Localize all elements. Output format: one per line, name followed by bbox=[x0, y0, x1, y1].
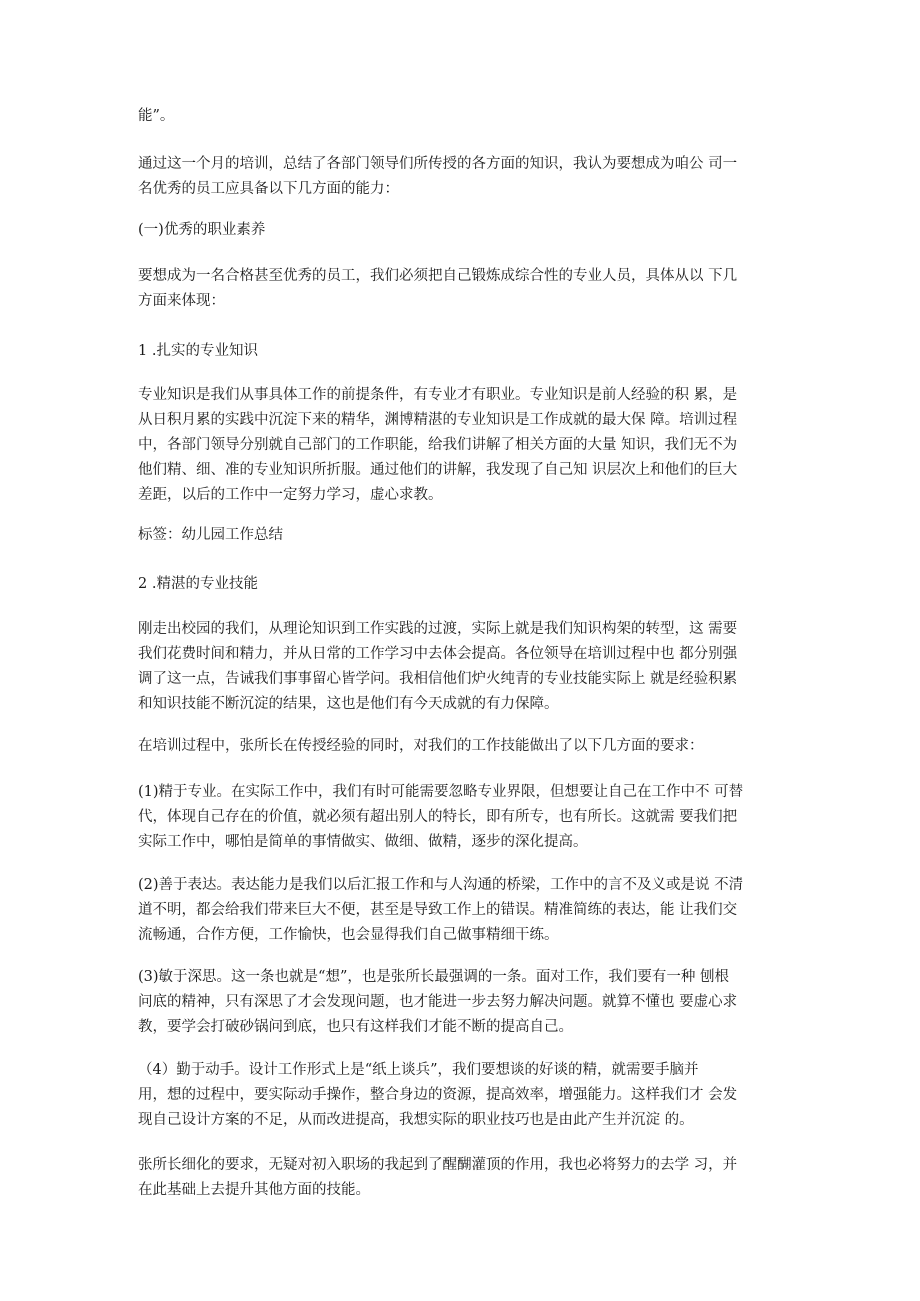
section-heading bbox=[138, 218, 783, 243]
text-line: 教，要学会打破砂锅问到底，也只有这样我们才能不断的提高自己。 bbox=[138, 1019, 573, 1035]
paragraph-continuation bbox=[138, 104, 783, 129]
text-line: 和知识技能不断沉淀的结果，这也是他们有今天成就的有力保障。 bbox=[138, 696, 559, 712]
paragraph-item-1 bbox=[138, 780, 783, 855]
text-line: （4）勤于动手。设计工作形式上是“纸上谈兵”，我们要想谈的好谈的精，就需要手脑并 bbox=[138, 1062, 699, 1078]
paragraph-item-3 bbox=[138, 965, 783, 1040]
paragraph-knowledge bbox=[138, 383, 783, 508]
subsection-heading-2 bbox=[138, 572, 783, 597]
text-line: 要想成为一名合格甚至优秀的员工，我们必须把自己锻炼成综合性的专业人员，具体从以 下几 bbox=[138, 268, 738, 284]
text-line: 道不明，都会给我们带来巨大不便，甚至是导致工作上的错误。精准简练的表达，能 让我们交 bbox=[138, 902, 738, 918]
text-line: 名优秀的员工应具备以下几方面的能力： bbox=[138, 181, 399, 197]
text-line: 我们花费时间和精力，并从日常的工作学习中去体会提高。各位领导在培训过程中也 都分别强 bbox=[138, 646, 738, 662]
text-line: 流畅通，合作方便，工作愉快，也会显得我们自己做事精细干练。 bbox=[138, 927, 559, 943]
text-line: 代，体现自己存在的价值，就必须有超出别人的特长，即有所专，也有所长。这就需 要我们把 bbox=[138, 809, 738, 825]
text-line: 用，想的过程中，要实际动手操作，整合身边的资源，提高效率，增强能力。这样我们才 会发 bbox=[138, 1087, 738, 1103]
text-line: 标签：幼儿园工作总结 bbox=[138, 527, 283, 543]
paragraph-conclusion bbox=[138, 1153, 783, 1203]
heading-line: 1 .扎实的专业知识 bbox=[138, 343, 258, 359]
text-line: 从日积月累的实践中沉淀下来的精华，渊博精湛的专业知识是工作成就的最大保 障。培训过程 bbox=[138, 412, 738, 428]
heading-line: (一)优秀的职业素养 bbox=[138, 222, 266, 238]
text-line: (3)敏于深思。这一条也就是“想”，也是张所长最强调的一条。面对工作，我们要有一种 刨根 bbox=[138, 969, 729, 985]
paragraph-skills bbox=[138, 617, 783, 717]
paragraph-intro bbox=[138, 152, 783, 202]
text-line: 刚走出校园的我们，从理论知识到工作实践的过渡，实际上就是我们知识构架的转型，这 需要 bbox=[138, 621, 738, 637]
text-line: 通过这一个月的培训，总结了各部门领导们所传授的各方面的知识，我认为要想成为咱公 司一 bbox=[138, 156, 738, 172]
text-line: (1)精于专业。在实际工作中，我们有时可能需要忽略专业界限，但想要让自己在工作中不 可替 bbox=[138, 784, 744, 800]
text-line: 中，各部门领导分别就自己部门的工作职能，给我们讲解了相关方面的大量 知识，我们无不为 bbox=[138, 437, 738, 453]
paragraph-item-2 bbox=[138, 873, 783, 948]
text-line: 在培训过程中，张所长在传授经验的同时，对我们的工作技能做出了以下几方面的要求： bbox=[138, 738, 704, 754]
text-line: 实际工作中，哪怕是简单的事情做实、做细、做精，逐步的深化提高。 bbox=[138, 834, 588, 850]
text-line: 差距，以后的工作中一定努力学习，虚心求教。 bbox=[138, 487, 443, 503]
subsection-heading-1 bbox=[138, 339, 783, 364]
text-line: 能”。 bbox=[138, 108, 175, 124]
heading-line: 2 .精湛的专业技能 bbox=[138, 576, 258, 592]
text-line: 专业知识是我们从事具体工作的前提条件，有专业才有职业。专业知识是前人经验的积 累，是 bbox=[138, 387, 738, 403]
text-line: (2)善于表达。表达能力是我们以后汇报工作和与人沟通的桥梁，工作中的言不及义或是说 不清 bbox=[138, 877, 744, 893]
text-line: 问底的精神，只有深思了才会发现问题，也才能进一步去努力解决问题。就算不懂也 要虚心求 bbox=[138, 994, 738, 1010]
text-line: 方面来体现： bbox=[138, 293, 225, 309]
paragraph-requirements bbox=[138, 734, 783, 759]
text-line: 调了这一点，告诫我们事事留心皆学问。我相信他们炉火纯青的专业技能实际上 就是经验积累 bbox=[138, 671, 738, 687]
paragraph-section-intro bbox=[138, 264, 783, 314]
text-line: 张所长细化的要求，无疑对初入职场的我起到了醒醐灌顶的作用，我也必将努力的去学 习，并 bbox=[138, 1157, 738, 1173]
paragraph-item-4 bbox=[138, 1058, 783, 1133]
text-line: 现自己设计方案的不足，从而改进提高，我想实际的职业技巧也是由此产生并沉淀 的。 bbox=[138, 1112, 694, 1128]
text-line: 他们精、细、准的专业知识所折服。通过他们的讲解，我发现了自己知 识层次上和他们的巨大 bbox=[138, 462, 738, 478]
text-line: 在此基础上去提升其他方面的技能。 bbox=[138, 1182, 370, 1198]
tag-line bbox=[138, 523, 783, 548]
